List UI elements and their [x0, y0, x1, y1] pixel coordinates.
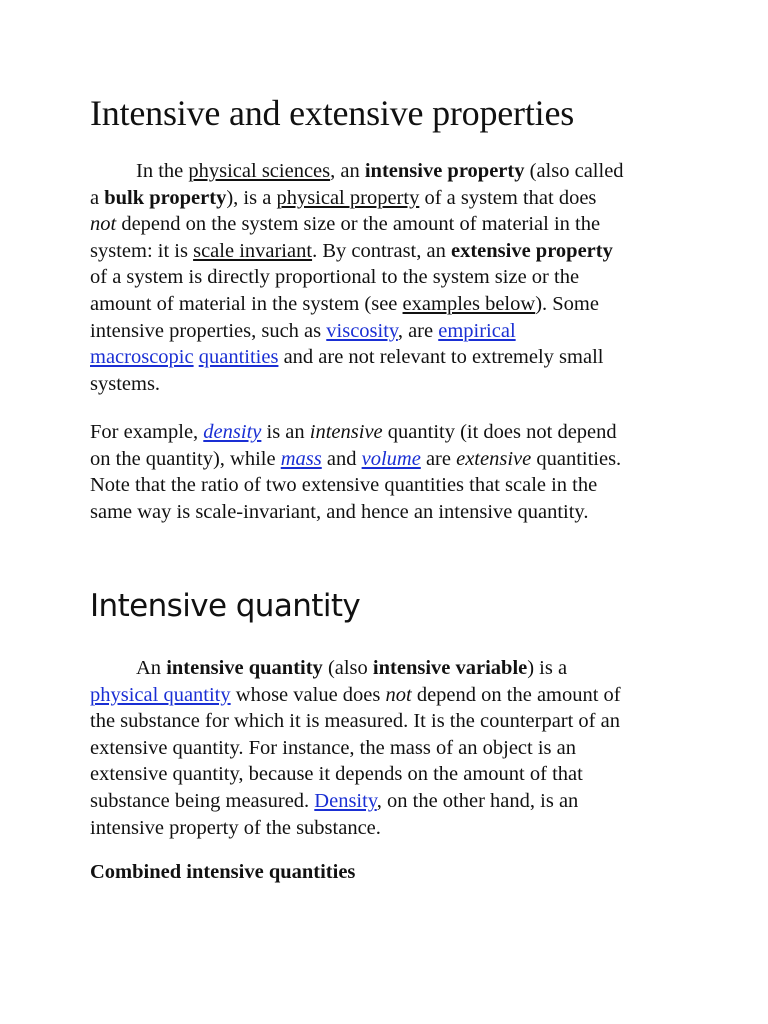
text-run: quantity (it does not depend [382, 421, 617, 443]
text-run: depend on the amount of [411, 683, 621, 706]
link-physical-property[interactable]: physical property [276, 186, 420, 209]
text-run: are [420, 447, 457, 470]
text-run: (also called [524, 160, 624, 182]
text-run: of a system that does [419, 186, 597, 209]
text-line [90, 682, 690, 709]
text-line: of a system is directly proportional to the system size or the [90, 266, 580, 289]
text-run: quantities. [531, 447, 622, 470]
text-run: whose value does [230, 683, 386, 706]
link-scale-invariant[interactable]: scale invariant [193, 239, 313, 262]
text-line: Note that the ratio of two extensive quantities that scale in the [90, 474, 598, 497]
link-volume[interactable]: volume [361, 447, 421, 470]
text-line: the substance for which it is measured. It is the counterpart of an [90, 710, 620, 733]
text-run: In the [136, 160, 189, 182]
text-run: . By contrast, an [312, 239, 451, 262]
bold-term: bulk property [104, 186, 227, 209]
bold-term: intensive quantity [166, 657, 323, 679]
text-line [90, 158, 690, 185]
text-run: substance being measured. [90, 789, 315, 812]
text-line [90, 291, 690, 318]
bold-term: intensive variable [372, 657, 528, 679]
text-line [90, 788, 690, 815]
text-run: ) is a [527, 657, 568, 679]
text-line [90, 211, 690, 238]
paragraph-intensive-quantity [90, 655, 690, 841]
link-macroscopic[interactable]: macroscopic [90, 346, 194, 369]
text-run: (also [322, 657, 373, 679]
text-line: intensive property of the substance. [90, 816, 381, 839]
text-line: extensive quantity, because it depends on the amount of that [90, 763, 583, 786]
italic-word: intensive [309, 421, 383, 443]
text-run: An [136, 657, 167, 679]
text-run: is an [261, 421, 310, 443]
text-line: same way is scale-invariant, and hence an intensive quantity. [90, 500, 589, 523]
page-title: Intensive and extensive properties [90, 93, 575, 133]
text-line [90, 419, 690, 446]
text-run: , on the other hand, is an [376, 789, 579, 812]
text-line [90, 185, 690, 212]
text-line [90, 344, 690, 371]
text-run: For example, [90, 421, 204, 443]
link-density[interactable]: density [203, 421, 262, 443]
text-line [90, 655, 690, 682]
link-examples-below[interactable]: examples below [402, 292, 536, 315]
text-line: extensive quantity. For instance, the mass of an object is an [90, 736, 576, 759]
text-run: on the quantity), while [90, 447, 281, 470]
italic-word: not [385, 683, 412, 706]
link-quantities[interactable]: quantities [198, 346, 279, 369]
italic-word: not [90, 213, 117, 236]
text-run: depend on the system size or the amount of material in the [116, 213, 601, 236]
text-run: , are [397, 319, 439, 342]
link-physical-sciences[interactable]: physical sciences [188, 160, 331, 182]
subsection-heading: Combined intensive quantities [90, 861, 356, 883]
link-mass[interactable]: mass [280, 447, 322, 470]
paragraph-example [90, 419, 690, 525]
text-run: ). Some [535, 292, 599, 315]
bold-term: intensive property [364, 160, 525, 182]
text-run: intensive properties, such as [90, 319, 327, 342]
text-line [90, 238, 690, 265]
text-run: ), is a [226, 186, 277, 209]
text-line [90, 318, 690, 345]
link-viscosity[interactable]: viscosity [326, 319, 398, 342]
text-run: and [321, 447, 362, 470]
text-line: systems. [90, 372, 161, 395]
italic-word: extensive [456, 447, 532, 470]
text-run: system: it is [90, 239, 194, 262]
link-empirical[interactable]: empirical [438, 319, 516, 342]
text-line [90, 446, 690, 473]
text-run: a [90, 186, 105, 209]
section-heading: Intensive quantity [90, 588, 361, 624]
paragraph-intro [90, 158, 690, 397]
link-density-2[interactable]: Density [314, 789, 377, 812]
link-physical-quantity[interactable]: physical quantity [90, 683, 231, 706]
bold-term: extensive property [450, 239, 613, 262]
text-run: , an [330, 160, 365, 182]
text-run: and are not relevant to extremely small [278, 346, 604, 369]
text-run: amount of material in the system (see [90, 292, 403, 315]
